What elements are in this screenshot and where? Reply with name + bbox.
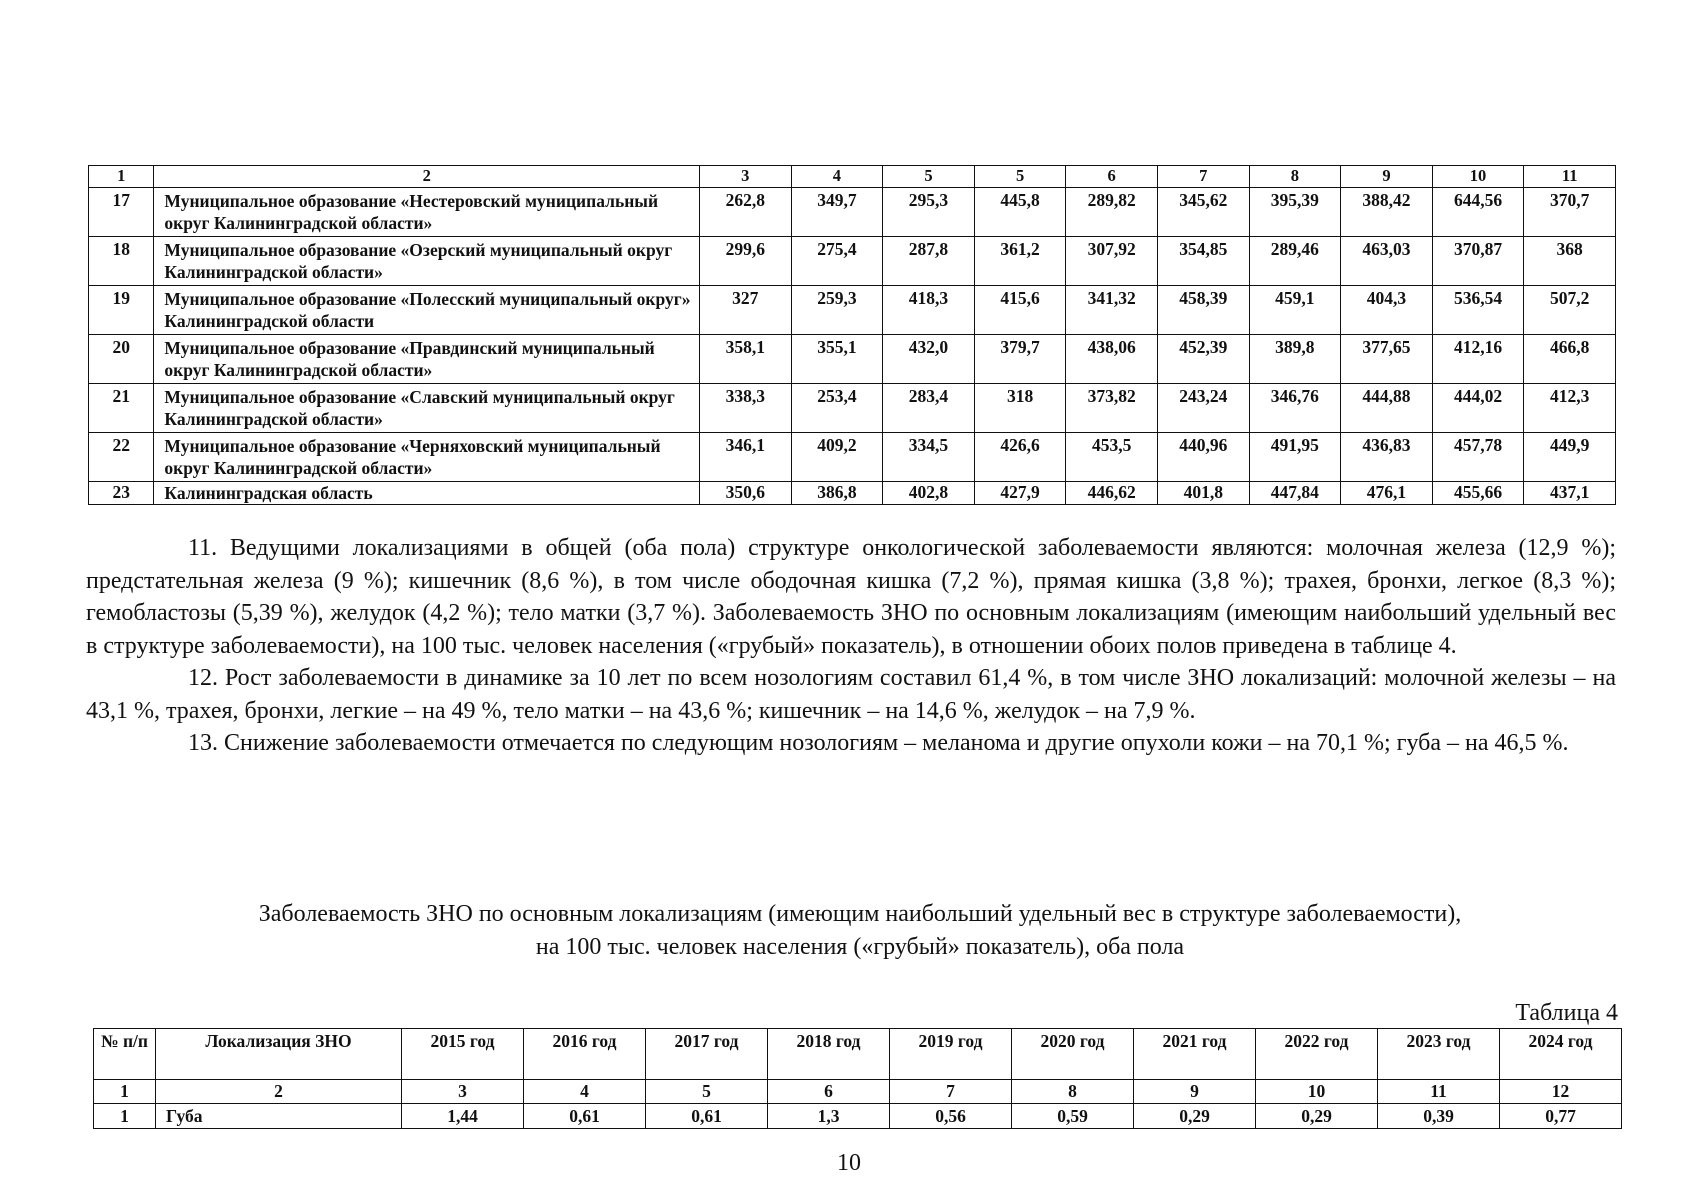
column-number-cell: 8 bbox=[1249, 166, 1341, 188]
value-cell: 350,6 bbox=[699, 482, 791, 505]
value-cell: 459,1 bbox=[1249, 286, 1341, 335]
value-cell: 1,3 bbox=[768, 1104, 890, 1129]
value-cell: 346,76 bbox=[1249, 384, 1341, 433]
year-header-cell: 2021 год bbox=[1134, 1029, 1256, 1080]
row-number-cell: 19 bbox=[89, 286, 154, 335]
column-number-cell: 9 bbox=[1134, 1080, 1256, 1104]
body-text bbox=[86, 532, 1616, 760]
row-number-cell: 22 bbox=[89, 433, 154, 482]
year-header-cell: 2022 год bbox=[1256, 1029, 1378, 1080]
caption-line-1: Заболеваемость ЗНО по основным локализациям (имеющим наибольший удельный вес в структуре заболеваемости), bbox=[258, 901, 1462, 927]
table-number-label: Таблица 4 bbox=[1515, 1000, 1618, 1026]
column-number-cell: 9 bbox=[1341, 166, 1433, 188]
value-cell: 379,7 bbox=[974, 335, 1066, 384]
value-cell: 437,1 bbox=[1524, 482, 1616, 505]
value-cell: 370,7 bbox=[1524, 188, 1616, 237]
value-cell: 402,8 bbox=[883, 482, 975, 505]
value-cell: 289,46 bbox=[1249, 237, 1341, 286]
value-cell: 334,5 bbox=[883, 433, 975, 482]
value-cell: 275,4 bbox=[791, 237, 883, 286]
year-header-cell: 2020 год bbox=[1012, 1029, 1134, 1080]
value-cell: 436,83 bbox=[1341, 433, 1433, 482]
value-cell: 0,61 bbox=[646, 1104, 768, 1129]
value-cell: 354,85 bbox=[1157, 237, 1249, 286]
year-header-cell: 2016 год bbox=[524, 1029, 646, 1080]
municipality-name-cell: Муниципальное образование «Правдинский муниципальный округ Калининградской области» bbox=[154, 335, 700, 384]
value-cell: 358,1 bbox=[699, 335, 791, 384]
value-cell: 259,3 bbox=[791, 286, 883, 335]
value-cell: 243,24 bbox=[1157, 384, 1249, 433]
value-cell: 412,3 bbox=[1524, 384, 1616, 433]
table-row bbox=[89, 188, 1616, 237]
value-cell: 458,39 bbox=[1157, 286, 1249, 335]
municipality-name-cell: Калининградская область bbox=[154, 482, 700, 505]
value-cell: 0,29 bbox=[1134, 1104, 1256, 1129]
paragraph-11: 11. Ведущими локализациями в общей (оба пола) структуре онкологической заболеваемости являются: молочная железа (12,9 %); предстательная железа (9 %); кишечник (8,6 %), в том числе ободочная кишка (7,2 %), прямая кишка (3,8 %); трахея, бронхи, легкое (8,3 %); гемобластозы (5,39 %), желудок (4,2 %); тело матки (3,7 %). Заболеваемость ЗНО по основным локализациям (имеющим наибольший удельный вес в структуре заболеваемости), на 100 тыс. человек населения («грубый» показатель), в отношении обоих полов приведена в таблице 4. bbox=[86, 535, 1616, 659]
value-cell: 507,2 bbox=[1524, 286, 1616, 335]
value-cell: 299,6 bbox=[699, 237, 791, 286]
column-number-cell: 7 bbox=[1157, 166, 1249, 188]
year-header-cell: 2023 год bbox=[1378, 1029, 1500, 1080]
year-header-cell: 2018 год bbox=[768, 1029, 890, 1080]
column-number-cell: 5 bbox=[646, 1080, 768, 1104]
column-number-cell: 5 bbox=[883, 166, 975, 188]
table-row bbox=[89, 433, 1616, 482]
value-cell: 327 bbox=[699, 286, 791, 335]
column-number-cell: 11 bbox=[1378, 1080, 1500, 1104]
value-cell: 644,56 bbox=[1432, 188, 1524, 237]
value-cell: 466,8 bbox=[1524, 335, 1616, 384]
value-cell: 283,4 bbox=[883, 384, 975, 433]
value-cell: 453,5 bbox=[1066, 433, 1158, 482]
column-number-cell: 2 bbox=[156, 1080, 402, 1104]
row-number-cell: 23 bbox=[89, 482, 154, 505]
value-cell: 262,8 bbox=[699, 188, 791, 237]
value-cell: 373,82 bbox=[1066, 384, 1158, 433]
value-cell: 361,2 bbox=[974, 237, 1066, 286]
value-cell: 409,2 bbox=[791, 433, 883, 482]
column-number-cell: 10 bbox=[1432, 166, 1524, 188]
value-cell: 349,7 bbox=[791, 188, 883, 237]
value-cell: 427,9 bbox=[974, 482, 1066, 505]
value-cell: 368 bbox=[1524, 237, 1616, 286]
column-number-cell: 5 bbox=[974, 166, 1066, 188]
value-cell: 0,59 bbox=[1012, 1104, 1134, 1129]
value-cell: 432,0 bbox=[883, 335, 975, 384]
value-cell: 412,16 bbox=[1432, 335, 1524, 384]
column-number-cell: 6 bbox=[768, 1080, 890, 1104]
value-cell: 389,8 bbox=[1249, 335, 1341, 384]
value-cell: 289,82 bbox=[1066, 188, 1158, 237]
row-number-cell: 21 bbox=[89, 384, 154, 433]
header-localization: Локализация ЗНО bbox=[156, 1029, 402, 1080]
year-header-cell: 2024 год bbox=[1500, 1029, 1622, 1080]
value-cell: 455,66 bbox=[1432, 482, 1524, 505]
value-cell: 444,02 bbox=[1432, 384, 1524, 433]
value-cell: 449,9 bbox=[1524, 433, 1616, 482]
row-number-cell: 17 bbox=[89, 188, 154, 237]
value-cell: 395,39 bbox=[1249, 188, 1341, 237]
column-number-cell: 7 bbox=[890, 1080, 1012, 1104]
column-number-cell: 2 bbox=[154, 166, 700, 188]
value-cell: 0,77 bbox=[1500, 1104, 1622, 1129]
year-header-cell: 2017 год bbox=[646, 1029, 768, 1080]
table-caption bbox=[140, 898, 1580, 963]
column-number-cell: 4 bbox=[791, 166, 883, 188]
table-row bbox=[89, 286, 1616, 335]
value-cell: 415,6 bbox=[974, 286, 1066, 335]
value-cell: 426,6 bbox=[974, 433, 1066, 482]
value-cell: 388,42 bbox=[1341, 188, 1433, 237]
column-number-cell: 11 bbox=[1524, 166, 1616, 188]
municipality-name-cell: Муниципальное образование «Славский муниципальный округ Калининградской области» bbox=[154, 384, 700, 433]
value-cell: 440,96 bbox=[1157, 433, 1249, 482]
value-cell: 355,1 bbox=[791, 335, 883, 384]
row-number-cell: 20 bbox=[89, 335, 154, 384]
value-cell: 444,88 bbox=[1341, 384, 1433, 433]
table-row bbox=[89, 384, 1616, 433]
value-cell: 491,95 bbox=[1249, 433, 1341, 482]
value-cell: 345,62 bbox=[1157, 188, 1249, 237]
row-number-cell: 1 bbox=[94, 1104, 156, 1129]
page-number: 10 bbox=[837, 1150, 861, 1176]
municipality-name-cell: Муниципальное образование «Нестеровский муниципальный округ Калининградской области» bbox=[154, 188, 700, 237]
value-cell: 452,39 bbox=[1157, 335, 1249, 384]
value-cell: 386,8 bbox=[791, 482, 883, 505]
value-cell: 377,65 bbox=[1341, 335, 1433, 384]
value-cell: 536,54 bbox=[1432, 286, 1524, 335]
value-cell: 404,3 bbox=[1341, 286, 1433, 335]
value-cell: 287,8 bbox=[883, 237, 975, 286]
year-header-cell: 2015 год bbox=[402, 1029, 524, 1080]
value-cell: 401,8 bbox=[1157, 482, 1249, 505]
incidence-by-localization-table bbox=[93, 1028, 1622, 1129]
municipality-name-cell: Муниципальное образование «Черняховский муниципальный округ Калининградской области» bbox=[154, 433, 700, 482]
table-header-row bbox=[94, 1029, 1622, 1080]
column-number-cell: 4 bbox=[524, 1080, 646, 1104]
header-no: № п/п bbox=[94, 1029, 156, 1080]
value-cell: 0,29 bbox=[1256, 1104, 1378, 1129]
column-number-row bbox=[94, 1080, 1622, 1104]
column-number-cell: 8 bbox=[1012, 1080, 1134, 1104]
value-cell: 447,84 bbox=[1249, 482, 1341, 505]
value-cell: 445,8 bbox=[974, 188, 1066, 237]
municipality-name-cell: Муниципальное образование «Полесский муниципальный округ» Калининградской области bbox=[154, 286, 700, 335]
column-number-cell: 3 bbox=[402, 1080, 524, 1104]
table-row bbox=[94, 1104, 1622, 1129]
table-row bbox=[89, 335, 1616, 384]
value-cell: 253,4 bbox=[791, 384, 883, 433]
value-cell: 446,62 bbox=[1066, 482, 1158, 505]
value-cell: 0,39 bbox=[1378, 1104, 1500, 1129]
paragraph-13: 13. Снижение заболеваемости отмечается по следующим нозологиям – меланома и другие опухоли кожи – на 70,1 %; губа – на 46,5 %. bbox=[188, 730, 1569, 756]
value-cell: 438,06 bbox=[1066, 335, 1158, 384]
value-cell: 307,92 bbox=[1066, 237, 1158, 286]
column-number-cell: 12 bbox=[1500, 1080, 1622, 1104]
row-number-cell: 18 bbox=[89, 237, 154, 286]
value-cell: 418,3 bbox=[883, 286, 975, 335]
table-row bbox=[89, 237, 1616, 286]
year-header-cell: 2019 год bbox=[890, 1029, 1012, 1080]
column-number-row bbox=[89, 166, 1616, 188]
value-cell: 318 bbox=[974, 384, 1066, 433]
caption-line-2: на 100 тыс. человек населения («грубый» показатель), оба пола bbox=[535, 933, 1185, 960]
column-number-cell: 1 bbox=[89, 166, 154, 188]
value-cell: 476,1 bbox=[1341, 482, 1433, 505]
value-cell: 0,61 bbox=[524, 1104, 646, 1129]
incidence-by-municipality-table bbox=[88, 165, 1616, 505]
table-row bbox=[89, 482, 1616, 505]
municipality-name-cell: Муниципальное образование «Озерский муниципальный округ Калининградской области» bbox=[154, 237, 700, 286]
column-number-cell: 3 bbox=[699, 166, 791, 188]
localization-name-cell: Губа bbox=[156, 1104, 402, 1129]
value-cell: 338,3 bbox=[699, 384, 791, 433]
column-number-cell: 6 bbox=[1066, 166, 1158, 188]
value-cell: 341,32 bbox=[1066, 286, 1158, 335]
paragraph-12: 12. Рост заболеваемости в динамике за 10 лет по всем нозологиям составил 61,4 %, в том числе ЗНО локализаций: молочной железы – на 43,1 %, трахея, бронхи, легкие – на 49 %, тело матки – на 43,6 %; кишечник – на 14,6 %, желудок – на 7,9 %. bbox=[86, 665, 1616, 724]
column-number-cell: 1 bbox=[94, 1080, 156, 1104]
value-cell: 463,03 bbox=[1341, 237, 1433, 286]
value-cell: 346,1 bbox=[699, 433, 791, 482]
value-cell: 295,3 bbox=[883, 188, 975, 237]
value-cell: 0,56 bbox=[890, 1104, 1012, 1129]
value-cell: 1,44 bbox=[402, 1104, 524, 1129]
value-cell: 457,78 bbox=[1432, 433, 1524, 482]
column-number-cell: 10 bbox=[1256, 1080, 1378, 1104]
value-cell: 370,87 bbox=[1432, 237, 1524, 286]
